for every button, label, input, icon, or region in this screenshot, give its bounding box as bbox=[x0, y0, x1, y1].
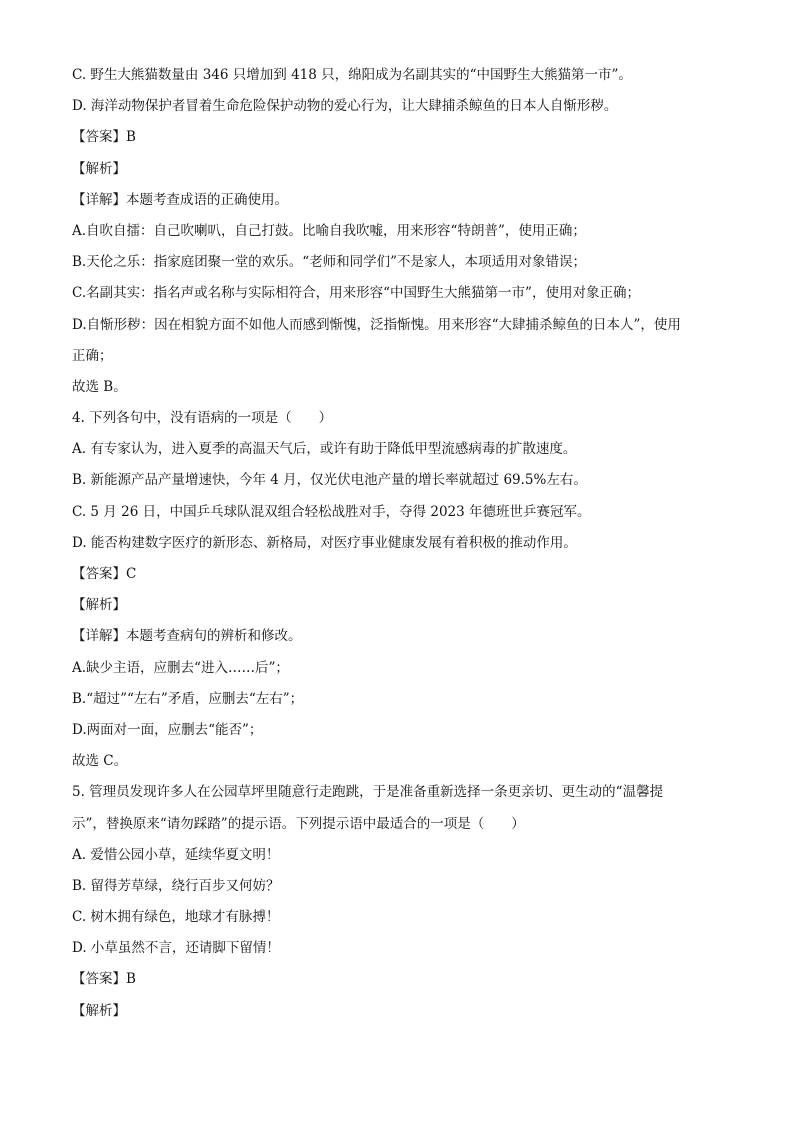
explanation-a: A.自吹自擂：自己吹喇叭，自己打鼓。比喻自我吹嘘，用来形容“特朗普”，使用正确； bbox=[72, 222, 586, 239]
q5-option-a: A. 爱惜公园小草，延续华夏文明！ bbox=[72, 846, 280, 863]
document-page bbox=[72, 60, 732, 1027]
q4-explanation-a: A.缺少主语，应删去“进入……后”； bbox=[72, 659, 289, 676]
choose-line: 故选 C。 bbox=[72, 753, 128, 770]
q4-explanation-b: B.“超过”“左右”矛盾，应删去“左右”； bbox=[72, 690, 304, 707]
q4-option-d: D. 能否构建数字医疗的新形态、新格局，对医疗事业健康发展有着积极的推动作用。 bbox=[72, 534, 577, 551]
analysis-heading: 【解析】 bbox=[72, 1002, 126, 1019]
q4-explanation-d: D.两面对一面，应删去“能否”； bbox=[72, 721, 263, 738]
answer-line: 【答案】B bbox=[72, 129, 136, 146]
explanation-d: D.自惭形秽：因在相貌方面不如他人而感到惭愧，泛指惭愧。用来形容“大肆捕杀鲸鱼的日本人”，使用 bbox=[72, 316, 681, 333]
choose-line: 故选 B。 bbox=[72, 378, 127, 395]
detail-line: 【详解】本题考查成语的正确使用。 bbox=[72, 191, 288, 208]
answer-line: 【答案】C bbox=[72, 566, 137, 582]
question-5: 5. 管理员发现许多人在公园草坪里随意行走跑跳，于是准备重新选择一条更亲切、更生动的“温馨提 bbox=[72, 784, 664, 801]
analysis-heading: 【解析】 bbox=[72, 160, 126, 177]
q4-option-a: A. 有专家认为，进入夏季的高温天气后，或许有助于降低甲型流感病毒的扩散速度。 bbox=[72, 441, 577, 458]
explanation-d-cont: 正确； bbox=[72, 347, 113, 364]
q4-option-b: B. 新能源产品产量增速快，今年 4 月，仅光伏电池产量的增长率就超过 69.5%左右。 bbox=[72, 472, 587, 489]
q4-option-c: C. 5 月 26 日，中国乒乓球队混双组合轻松战胜对手，夺得 2023 年德班世乒赛冠军。 bbox=[72, 503, 591, 520]
detail-line: 【详解】本题考查病句的辨析和修改。 bbox=[72, 628, 302, 645]
option-d-line: D. 海洋动物保护者冒着生命危险保护动物的爱心行为，让大肆捕杀鲸鱼的日本人自惭形秽。 bbox=[72, 98, 618, 115]
explanation-c: C.名副其实：指名声或名称与实际相符合，用来形容“中国野生大熊猫第一市”，使用对象正确； bbox=[72, 285, 640, 302]
q5-option-b: B. 留得芳草绿，绕行百步又何妨？ bbox=[72, 877, 280, 894]
explanation-b: B.天伦之乐：指家庭团聚一堂的欢乐。“老师和同学们”不是家人，本项适用对象错误； bbox=[72, 254, 587, 271]
question-5-cont: 示”，替换原来“请勿踩踏”的提示语。下列提示语中最适合的一项是（ ） bbox=[72, 815, 525, 832]
q5-option-d: D. 小草虽然不言，还请脚下留情！ bbox=[72, 940, 280, 957]
option-c-line: C. 野生大熊猫数量由 346 只增加到 418 只，绵阳成为名副其实的“中国野生大熊猫第一市”。 bbox=[72, 67, 632, 83]
answer-line: 【答案】B bbox=[72, 971, 136, 988]
question-4: 4. 下列各句中，没有语病的一项是（ ） bbox=[72, 410, 333, 427]
q5-option-c: C. 树木拥有绿色，地球才有脉搏！ bbox=[72, 909, 280, 926]
analysis-heading: 【解析】 bbox=[72, 597, 126, 614]
